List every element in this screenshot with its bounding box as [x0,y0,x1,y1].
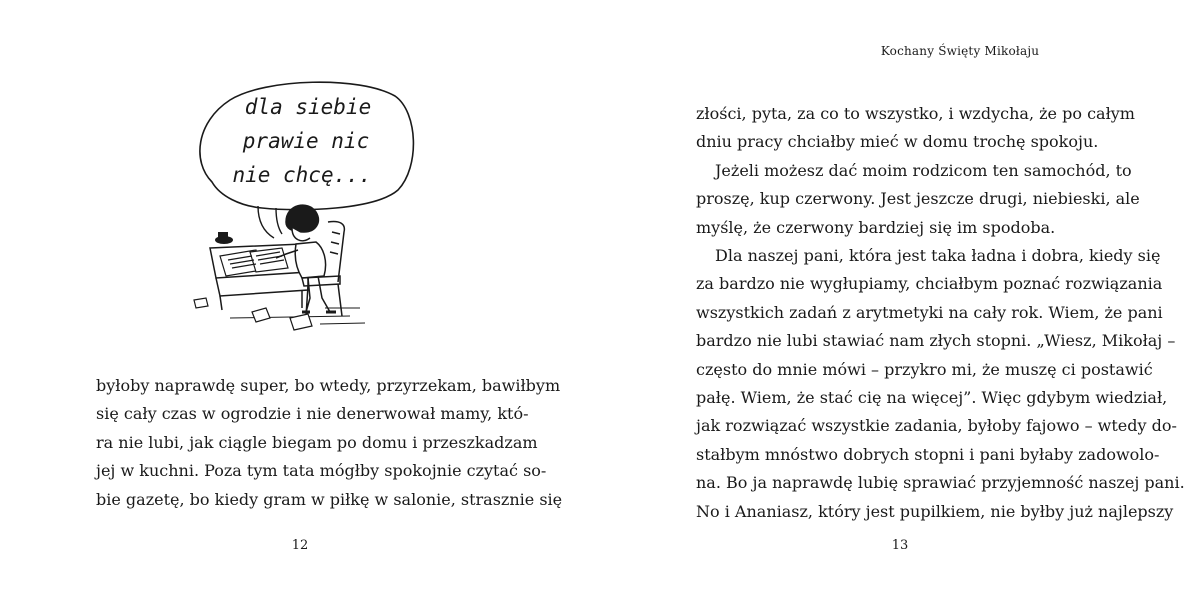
text-line: często do mnie mówi – przykro mi, że muszę ci postawić [696,359,1153,379]
text-line: proszę, kup czerwony. Jest jeszcze drugi, niebieski, ale [696,189,1140,209]
text-line: jej w kuchni. Poza tym tata mógłby spokojnie czytać so- [96,461,547,481]
paragraph-start-line: Jeżeli możesz dać moim rodzicom ten samochód, to [715,160,1132,180]
boy-writing-letter-illustration [190,72,420,337]
bubble-line-1: dla siebie [244,95,372,119]
text-line: na. Bo ja naprawdę lubię sprawiać przyjemność naszej pani. [696,473,1185,493]
text-line: złości, pyta, za co to wszystko, i wzdycha, że po całym [696,104,1135,123]
text-line: pałę. Wiem, że stać cię na więcej”. Więc gdybym wiedział, [696,388,1168,408]
left-page-body-text [96,372,563,514]
text-line: stałbym mnóstwo dobrych stopni i pani byłaby zadowolo- [696,444,1160,464]
text-line: wszystkich zadań z arytmetyki na cały rok. Wiem, że pani [696,302,1163,322]
text-line: ra nie lubi, jak ciągle biegam po domu i przeszkadzam [96,432,538,452]
right-page [600,0,1200,600]
crumpled-papers [194,298,312,330]
inkwell [215,232,233,244]
text-line: bie gazetę, bo kiedy gram w piłkę w salonie, strasznie się [96,489,563,509]
bubble-line-3: nie chcę... [232,163,372,187]
text-line: jak rozwiązać wszystkie zadania, byłoby fajowo – wtedy do- [696,416,1177,436]
bubble-line-2: prawie nic [242,129,370,153]
page-number: 13 [891,538,909,553]
text-line: myślę, że czerwony bardziej się im spodoba. [696,217,1056,237]
text-line: za bardzo nie wygłupiamy, chciałbym poznać rozwiązania [696,274,1163,294]
text-line: się cały czas w ogrodzie i nie denerwował mamy, któ- [96,404,529,424]
paragraph-start-line: Dla naszej pani, która jest taka ładna i dobra, kiedy się [715,246,1161,266]
letter-papers [220,248,288,276]
page-number: 12 [291,538,309,553]
speech-bubble-tail [258,206,274,238]
text-line: bardzo nie lubi stawiać nam złych stopni. „Wiesz, Mikołaj – [696,331,1176,351]
text-line: dniu pracy chciałby mieć w domu trochę spokoju. [696,132,1099,152]
speech-bubble-tail [276,208,282,234]
running-head: Kochany Święty Mikołaju [880,44,1040,58]
right-page-body-text [696,100,1185,526]
text-line: byłoby naprawdę super, bo wtedy, przyrzekam, bawiłbym [96,376,561,395]
text-line: No i Ananiasz, który jest pupilkiem, nie byłby już najlepszy [696,501,1174,521]
